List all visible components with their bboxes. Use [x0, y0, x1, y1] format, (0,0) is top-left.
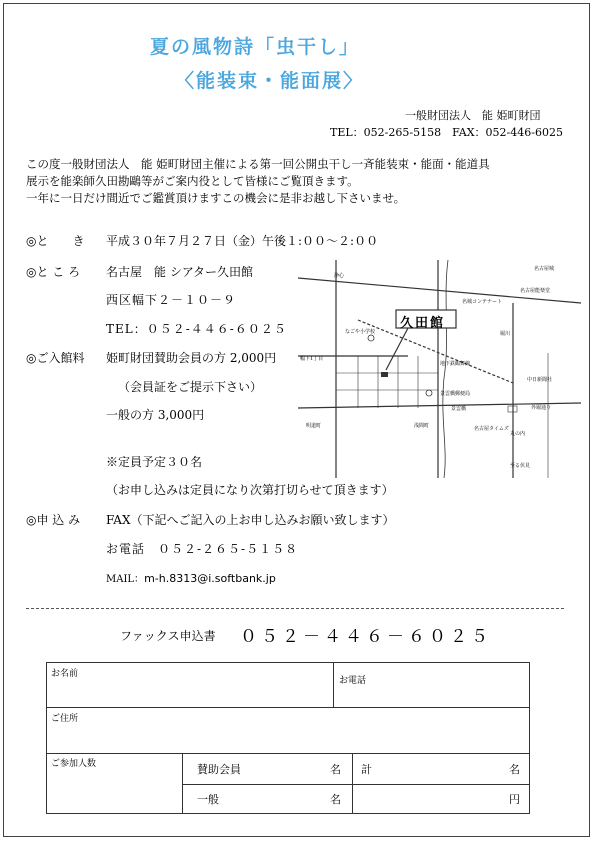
address-label: ご住所: [51, 714, 79, 724]
application-form: [46, 662, 530, 814]
intro-line-3: 一年に一日だけ間近でご鑑賞頂けますこの機会に是非お越し下さいませ。: [26, 191, 406, 205]
form-divider: [352, 753, 353, 813]
map-label-post-office: 景雲橋郵便局: [440, 391, 471, 397]
fee-general: 一般の方 3,000円: [106, 408, 205, 422]
fee-member: 姫町財団賛助会員の方 2,000円: [106, 351, 277, 365]
fee-member-note: （会員証をご提示下さい）: [118, 380, 263, 394]
page-subtitle: 〈能装束・能面展〉: [175, 70, 365, 92]
intro-line-2: 展示を能楽師久田勘鷗等がご案内役として皆様にご覧頂きます。: [26, 174, 359, 188]
mail-row: [106, 570, 276, 585]
map-label-sotobori: 外堀通り: [531, 405, 552, 411]
map-label-chunichi: 中日新聞社: [527, 377, 553, 383]
when-value: 平成３０年７月２７日（金）午後１:００～２:００: [106, 234, 379, 248]
fax-form-title: ファックス申込書: [120, 629, 216, 643]
map-label-school: なごや小学校: [345, 329, 376, 335]
name-label: お名前: [51, 669, 79, 679]
form-divider: [182, 753, 183, 813]
intro-line-1: この度一般財団法人 能 姫町財団主催による第一回公開虫干し一斉能装束・能面・能道具: [26, 157, 490, 171]
phone-label: お電話: [339, 676, 367, 686]
map-venue-label: 久田館: [400, 316, 446, 331]
fee-label: ◎ご入館料: [26, 351, 85, 365]
mail-address[interactable]: m-h.8313@i.softbank.jp: [144, 572, 276, 585]
capacity-note: ※定員予定３０名: [106, 455, 203, 469]
fax-form-number: ０５２－４４６－６０２５: [240, 627, 492, 647]
venue-marker: [381, 372, 388, 377]
tel-value: TEL：０５２-４４６-６０２５: [106, 322, 287, 336]
map-label-meido: 明道町: [306, 423, 322, 429]
organizer-name: 一般財団法人 能 姫町財団: [405, 109, 541, 122]
address-value: 西区幅下２－１０－９: [106, 293, 237, 307]
map-label-joshin: 浄心: [334, 273, 345, 279]
phone-value: お電話 ０５２-２６５-５１５８: [106, 542, 299, 556]
capacity-detail: （お申し込みは定員になり次第打切らせて頂きます）: [106, 483, 394, 497]
when-label: ◎と き: [26, 234, 85, 248]
cut-line: [26, 608, 564, 609]
map-label-marunouchi: 丸の内: [510, 431, 526, 437]
attendees-label: ご参加人数: [51, 759, 97, 769]
place-value: 名古屋 能 シアター久田館: [106, 265, 253, 279]
map-label-times: 名古屋タイムズ: [474, 426, 509, 432]
apply-value: FAX（下記へご記入の上お申し込みお願い致します）: [106, 513, 395, 527]
map-label-noh-theater: 名古屋能楽堂: [520, 288, 551, 294]
form-divider: [333, 663, 334, 707]
total-unit: 名: [509, 763, 520, 776]
map-label-subway: 地下鉄鶴舞線: [440, 361, 471, 367]
map-label-keiunbashi: 景雲橋: [451, 406, 467, 412]
apply-label: ◎申 込 み: [26, 513, 81, 527]
map-label-horikawa: 堀川: [500, 331, 511, 337]
member-label: 賛助会員: [197, 763, 241, 776]
organizer-contact: TEL：052-265-5158 FAX：052-446-6025: [330, 126, 563, 139]
map-label-nagoya-castle: 名古屋城: [534, 266, 555, 272]
map-label-sengen: 浅間町: [414, 423, 430, 429]
total-label: 計: [361, 763, 372, 776]
map-label-fushimi: 至る伏見: [510, 463, 531, 469]
general-unit: 名: [330, 793, 341, 806]
form-divider: [47, 707, 529, 708]
map-label-habashita: 幅下1丁目: [300, 356, 324, 362]
yen-unit: 円: [509, 793, 520, 806]
mail-label: MAIL：: [106, 574, 145, 585]
form-divider: [47, 753, 529, 754]
page-title: 夏の風物詩「虫干し」: [150, 36, 361, 58]
member-unit: 名: [330, 763, 341, 776]
place-label: ◎と こ ろ: [26, 265, 81, 279]
general-label: 一般: [197, 793, 219, 806]
map-label-meijo: 名城コンテナート: [462, 299, 503, 305]
form-divider: [182, 784, 529, 785]
